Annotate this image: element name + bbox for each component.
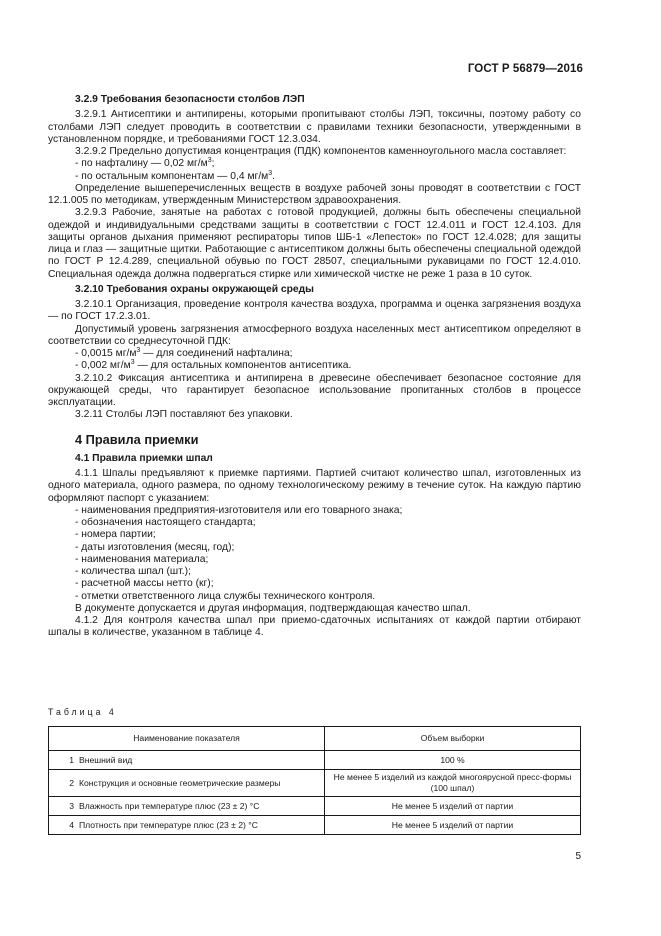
list-item: - по нафталину — 0,02 $мг/м^3$; (75, 157, 215, 170)
table-cell-sample-size: Не менее 5 изделий от партии (325, 797, 581, 816)
column-header-indicator: Наименование показателя (49, 727, 325, 751)
paragraph-3-2-10-2: 3.2.10.2 Фиксация антисептика и антипирена в древесине обеспечивает безопасное состояние для окружающей среды, что гарантирует безопасное использование пропитанных столбов в процессе эксплуатации. (48, 372, 581, 408)
list-item: - 0,0015 $мг/м^3$ — для соединений нафталина; (75, 347, 293, 359)
column-header-sample-size: Объем выборки (325, 727, 581, 751)
table-header-row (49, 727, 581, 751)
list-item: - наименования материала; (75, 553, 209, 565)
paragraph-3-2-9-2: 3.2.9.2 Предельно допустимая концентрация (ПДК) компонентов каменноугольного масла составляет: (75, 146, 567, 157)
paragraph: Определение вышеперечисленных веществ в воздухе рабочей зоны проводят в соответствии с ГОСТ 12.1.005 по методикам, утвержденным Министерством здравоохранения. (48, 182, 581, 206)
table-row (49, 797, 581, 816)
list-item: - номера партии; (75, 529, 156, 541)
table-cell-sample-size: 100 % (325, 751, 581, 770)
table-cell-sample-size: Не менее 5 изделий от партии (325, 816, 581, 835)
list-item: - количества шпал (шт.); (75, 566, 191, 577)
list-item: - наименования предприятия-изготовителя или его товарного знака; (75, 504, 403, 516)
section-4-1-title: 4.1 Правила приемки шпал (75, 452, 213, 464)
paragraph-3-2-10-1: 3.2.10.1 Организация, проведение контроля качества воздуха, программа и оценка загрязнения воздуха — по ГОСТ 17.2.3.01. (48, 299, 581, 323)
section-3-2-10-title: 3.2.10 Требования охраны окружающей среды (75, 283, 314, 295)
document-body (48, 94, 581, 640)
table-cell-indicator: 3 Влажность при температуре плюс (23 ± 2) °С (49, 797, 325, 816)
table-cell-sample-size: Не менее 5 изделий из каждой многоярусной пресс-формы (100 шпал) (325, 770, 581, 797)
section-4-title: 4 Правила приемки (75, 431, 199, 447)
table-row (49, 816, 581, 835)
paragraph-4-1-2: 4.1.2 Для контроля качества шпал при приемо-сдаточных испытаниях от каждой партии отбирают шпалы в количестве, указанном в таблице 4. (48, 615, 581, 639)
paragraph-3-2-11: 3.2.11 Столбы ЛЭП поставляют без упаковки. (75, 409, 293, 421)
table-cell-indicator: 4 Плотность при температуре плюс (23 ± 2) °С (49, 816, 325, 835)
list-item: - расчетной массы нетто (кг); (75, 578, 214, 590)
list-item: - отметки ответственного лица службы технического контроля. (75, 590, 376, 602)
list-item: - обозначения настоящего стандарта; (75, 517, 256, 528)
paragraph-3-2-9-1: 3.2.9.1 Антисептики и антипирены, которыми пропитывают столбы ЛЭП, токсичны, поэтому работу со столбами ЛЭП следует проводить в соответствии с правилами техники безопасности, утвержденными в установленном порядке, и требованиями ГОСТ 12.3.034. (48, 109, 581, 145)
paragraph: Допустимый уровень загрязнения атмосферного воздуха населенных мест антисептиком определяют в соответствии со среднесуточной ПДК: (48, 323, 581, 347)
table-cell-indicator: 2 Конструкция и основные геометрические размеры (49, 770, 325, 797)
list-item: - по остальным компонентам — 0,4 $мг/м^3$. (75, 169, 276, 182)
page-number: 5 (575, 851, 581, 862)
table-row (49, 751, 581, 770)
paragraph-4-1-1: 4.1.1 Шпалы предъявляют к приемке партиями. Партией считают количество шпал, изготовленных из одного материала, одного размера, по одному технологическому режиму в течение суток. На каждую партию оформляют паспорт с указанием: (48, 468, 581, 504)
table-cell-indicator: 1 Внешний вид (49, 751, 325, 770)
list-item: - 0,002 $мг/м^3$ — для остальных компонентов антисептика. (75, 359, 352, 372)
list-item: - даты изготовления (месяц, год); (75, 541, 235, 553)
table-row (49, 770, 581, 797)
section-3-2-9-title: 3.2.9 Требования безопасности столбов ЛЭП (75, 94, 305, 105)
table-caption: Таблица 4 (48, 707, 117, 717)
document-code: ГОСТ Р 56879—2016 (467, 63, 583, 75)
table-4 (48, 726, 581, 835)
paragraph: В документе допускается и другая информация, подтверждающая качество шпал. (75, 602, 471, 614)
paragraph-3-2-9-3: 3.2.9.3 Рабочие, занятые на работах с готовой продукцией, должны быть обеспечены специальной одеждой и индивидуальными средствами защиты в соответствии с ГОСТ 12.4.011 и ГОСТ 12.4.103. Для защиты органов дыхания применяют респираторы типов ШБ-1 «Лепесток» по ГОСТ 12.4.028; для защиты лица и глаз — защитные щитки. Работающие с антисептиком должны быть обеспечены специальной одеждой по ГОСТ Р 12.4.289, специальной обувью по ГОСТ 28507, специальными рукавицами по ГОСТ 12.4.010. Специальная одежда должна подвергаться стирке или химической чистке не реже 1 раза в 10 суток. (48, 207, 581, 280)
